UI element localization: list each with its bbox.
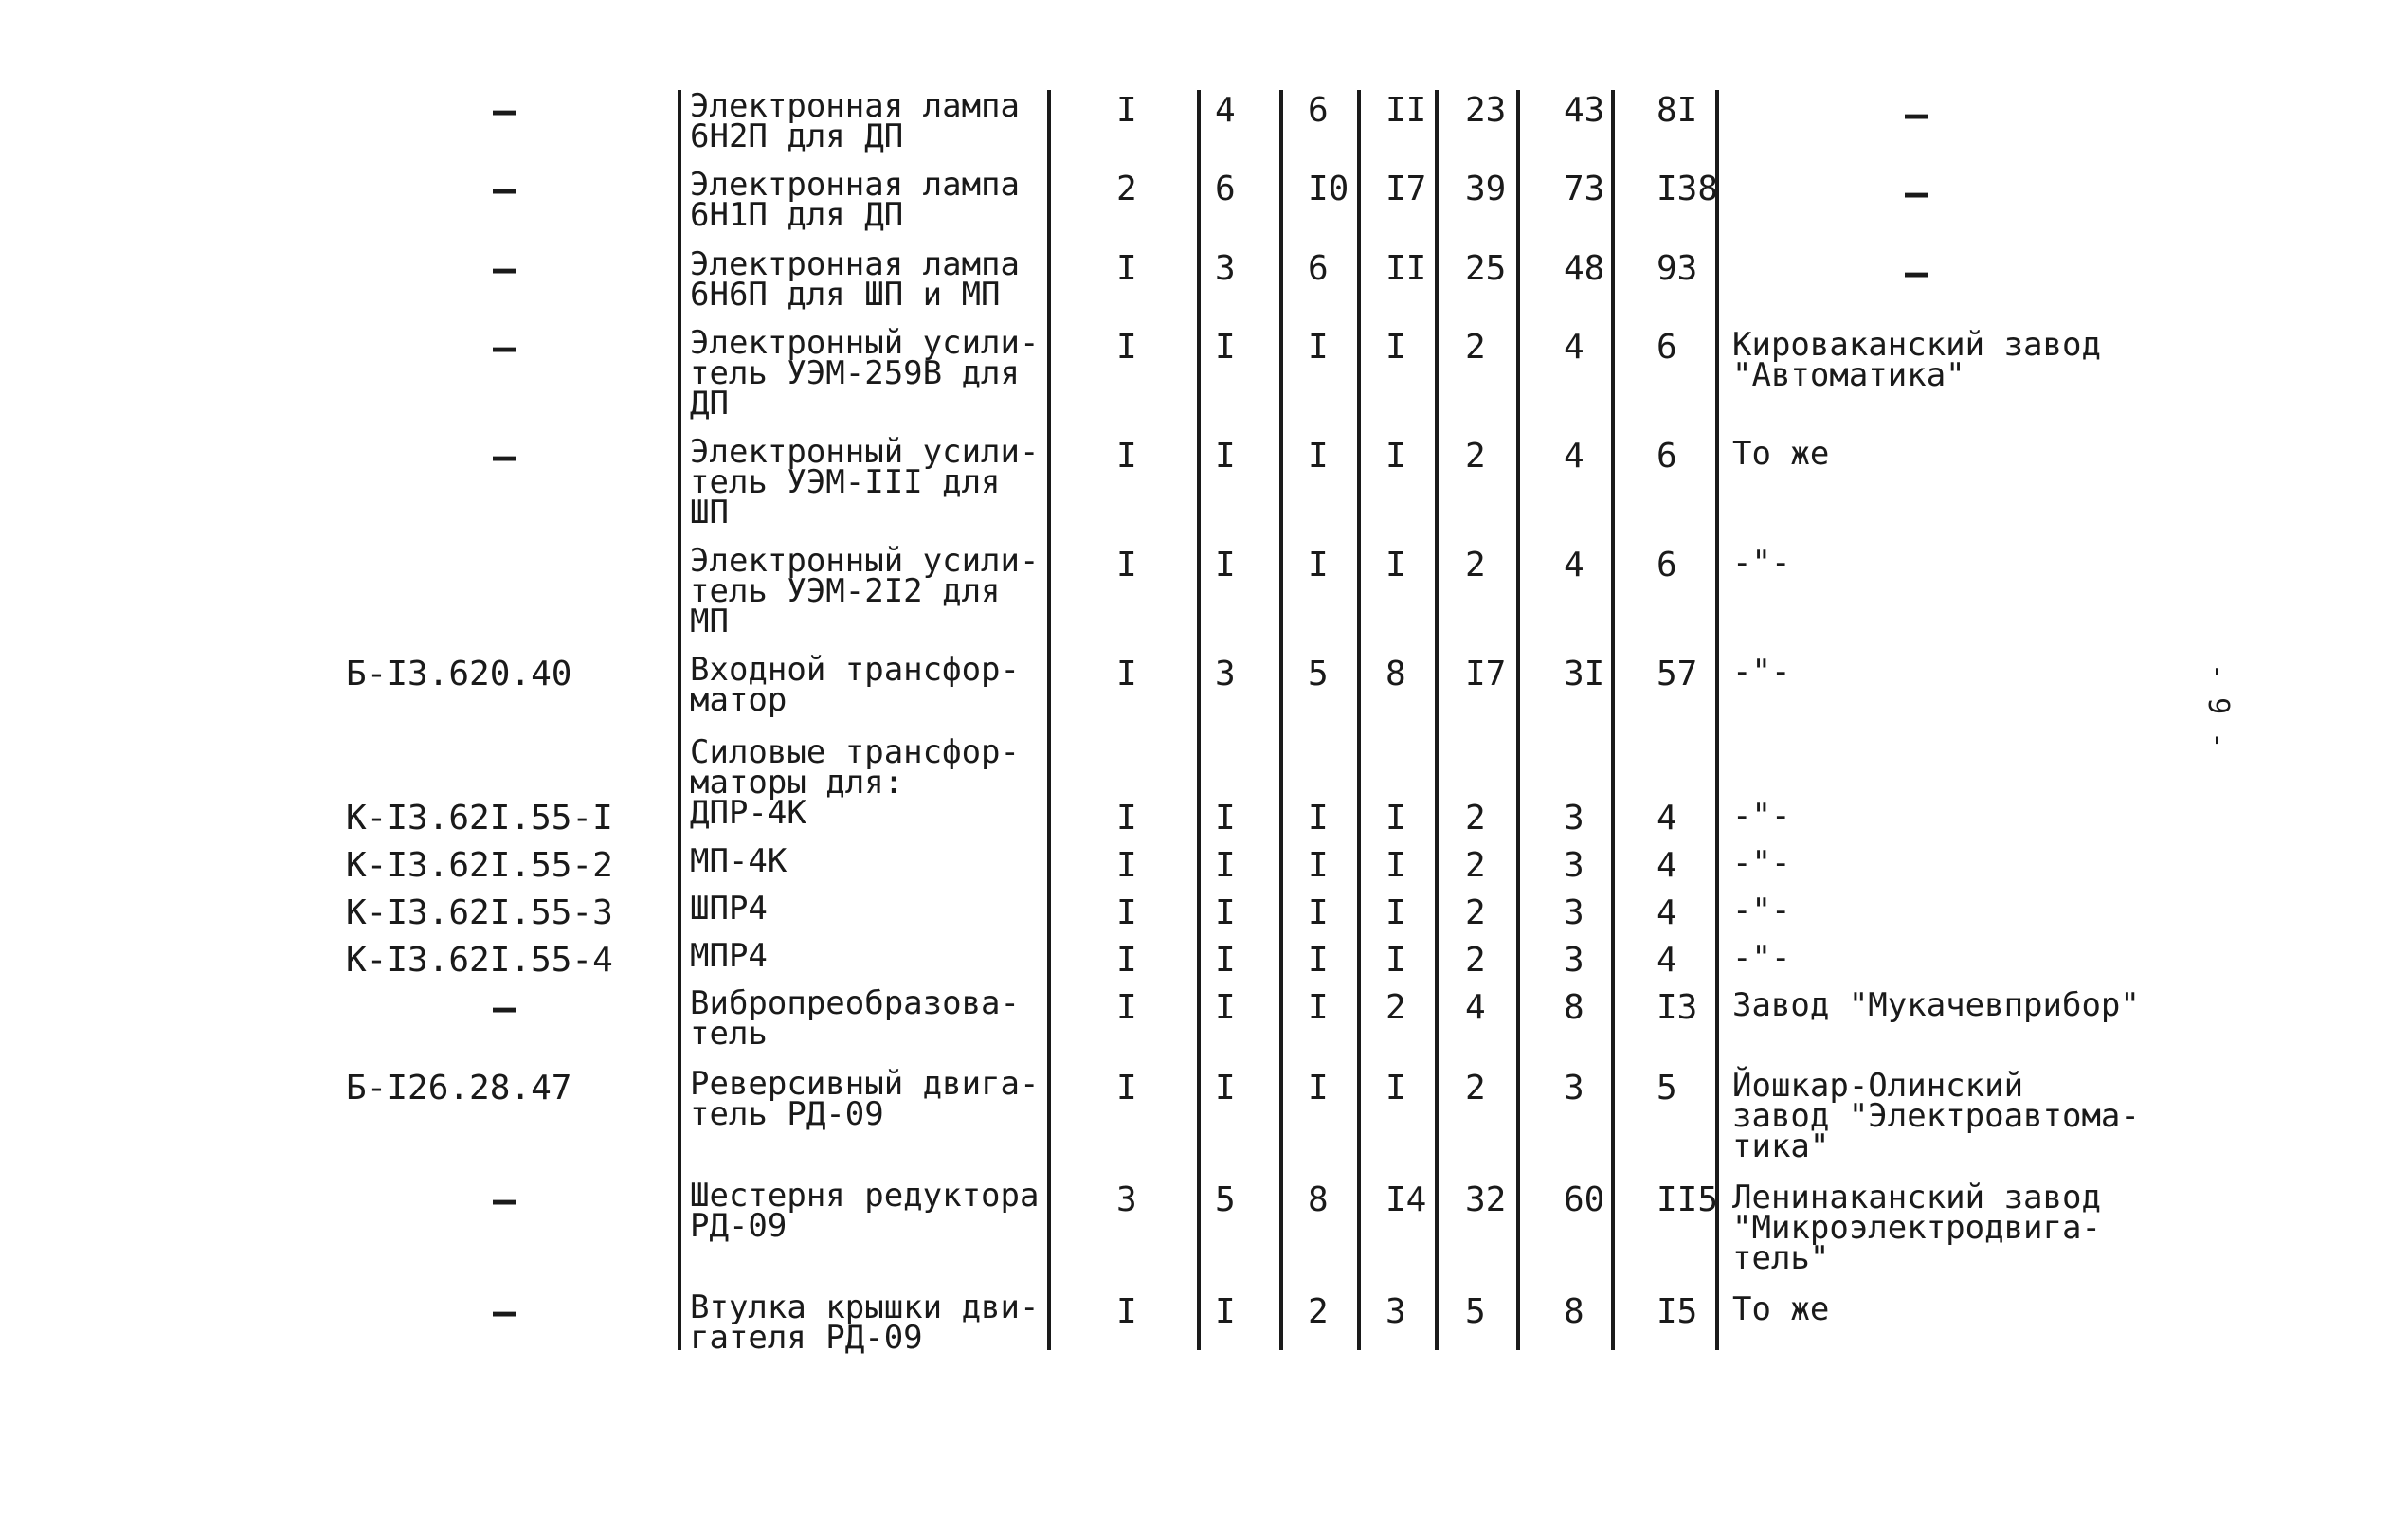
quantity-cell: I5	[1657, 1292, 1698, 1331]
quantity-cell: 2	[1465, 799, 1486, 838]
quantity-cell: I	[1385, 893, 1406, 932]
part-description: Реверсивный двига- тель РД-09	[690, 1065, 1040, 1133]
quantity-cell: 3	[1564, 1069, 1584, 1108]
column-rule-n1	[1197, 90, 1201, 1350]
quantity-cell: I	[1116, 846, 1137, 885]
quantity-cell: 5	[1308, 655, 1329, 693]
manufacturer: -"-	[1732, 797, 1791, 835]
quantity-cell: I	[1308, 893, 1329, 932]
quantity-cell: I3	[1657, 988, 1698, 1027]
part-code: –	[493, 1179, 516, 1222]
manufacturer: -"-	[1732, 653, 1791, 691]
quantity-cell: I4	[1385, 1180, 1427, 1219]
manufacturer: –	[1905, 251, 1928, 295]
quantity-cell: I	[1385, 546, 1406, 585]
quantity-cell: 4	[1215, 91, 1236, 130]
column-rule-maker	[1715, 90, 1719, 1350]
quantity-cell: 5	[1215, 1180, 1236, 1219]
quantity-cell: I	[1215, 1292, 1236, 1331]
column-rule-n6	[1611, 90, 1615, 1350]
part-code: –	[493, 435, 516, 478]
quantity-cell: I	[1308, 328, 1329, 367]
part-description: МПР4	[690, 937, 768, 975]
manufacturer: -"-	[1732, 892, 1791, 929]
column-rule-desc-left	[678, 90, 681, 1350]
quantity-cell: I	[1116, 941, 1137, 980]
column-rule-n3	[1357, 90, 1361, 1350]
quantity-cell: I	[1385, 328, 1406, 367]
manufacturer: -"-	[1732, 939, 1791, 977]
quantity-cell: I	[1385, 846, 1406, 885]
quantity-cell: II	[1385, 249, 1427, 288]
part-code: –	[493, 986, 516, 1030]
quantity-cell: 2	[1465, 546, 1486, 585]
column-rule-n5	[1516, 90, 1520, 1350]
quantity-cell: I	[1385, 437, 1406, 476]
quantity-cell: 43	[1564, 91, 1605, 130]
manufacturer: Ленинаканский завод "Микроэлектродвига- тель"	[1732, 1179, 2101, 1277]
manufacturer: То же	[1732, 435, 1830, 473]
quantity-cell: 6	[1657, 328, 1677, 367]
quantity-cell: I	[1116, 893, 1137, 932]
quantity-cell: 8I	[1657, 91, 1698, 130]
quantity-cell: I	[1385, 941, 1406, 980]
quantity-cell: I7	[1465, 655, 1507, 693]
quantity-cell: 39	[1465, 170, 1507, 208]
quantity-cell: II5	[1657, 1180, 1719, 1219]
quantity-cell: 32	[1465, 1180, 1507, 1219]
quantity-cell: 2	[1465, 893, 1486, 932]
quantity-cell: I	[1215, 799, 1236, 838]
quantity-cell: 4	[1564, 546, 1584, 585]
quantity-cell: 4	[1465, 988, 1486, 1027]
quantity-cell: I0	[1308, 170, 1349, 208]
manufacturer: –	[1905, 93, 1928, 136]
quantity-cell: I7	[1385, 170, 1427, 208]
quantity-cell: I	[1215, 328, 1236, 367]
quantity-cell: 4	[1657, 941, 1677, 980]
quantity-cell: I	[1116, 988, 1137, 1027]
quantity-cell: I	[1116, 546, 1137, 585]
quantity-cell: I	[1215, 941, 1236, 980]
part-code: Б-I26.28.47	[346, 1069, 572, 1108]
quantity-cell: 8	[1564, 1292, 1584, 1331]
part-description: Силовые трансфор- маторы для: ДПР-4К	[690, 733, 1020, 832]
part-description: Электронная лампа 6Н2П для ДП	[690, 87, 1020, 155]
quantity-cell: I	[1116, 91, 1137, 130]
page-number: - 9 -	[2201, 663, 2235, 749]
quantity-cell: I	[1215, 437, 1236, 476]
part-code: –	[493, 168, 516, 211]
quantity-cell: 5	[1657, 1069, 1677, 1108]
quantity-cell: 3	[1215, 249, 1236, 288]
quantity-cell: I	[1308, 941, 1329, 980]
part-description: Входной трансфор- матор	[690, 651, 1020, 719]
quantity-cell: II	[1385, 91, 1427, 130]
part-description: ШПР4	[690, 890, 768, 928]
quantity-cell: 3	[1385, 1292, 1406, 1331]
part-code: К-I3.62I.55-I	[346, 799, 613, 838]
quantity-cell: 3	[1564, 893, 1584, 932]
quantity-cell: 5	[1465, 1292, 1486, 1331]
part-code: К-I3.62I.55-4	[346, 941, 613, 980]
quantity-cell: 6	[1308, 91, 1329, 130]
part-description: Электронная лампа 6Н6П для ШП и МП	[690, 245, 1020, 314]
part-code: –	[493, 89, 516, 133]
quantity-cell: 6	[1657, 546, 1677, 585]
part-code: –	[493, 247, 516, 291]
quantity-cell: 6	[1308, 249, 1329, 288]
manufacturer: Завод "Мукачевприбор"	[1732, 986, 2140, 1024]
quantity-cell: I	[1116, 1069, 1137, 1108]
quantity-cell: 57	[1657, 655, 1698, 693]
quantity-cell: 2	[1308, 1292, 1329, 1331]
manufacturer: То же	[1732, 1290, 1830, 1328]
manufacturer: -"-	[1732, 844, 1791, 882]
quantity-cell: I	[1215, 1069, 1236, 1108]
quantity-cell: 3	[1564, 941, 1584, 980]
quantity-cell: I	[1215, 546, 1236, 585]
column-rule-n2	[1279, 90, 1283, 1350]
quantity-cell: 3	[1116, 1180, 1137, 1219]
quantity-cell: 4	[1657, 893, 1677, 932]
quantity-cell: 23	[1465, 91, 1507, 130]
quantity-cell: I	[1308, 1069, 1329, 1108]
quantity-cell: 6	[1657, 437, 1677, 476]
part-description: Электронный усили- тель УЭМ-259В для ДП	[690, 324, 1040, 423]
quantity-cell: I	[1308, 437, 1329, 476]
quantity-cell: I	[1116, 1292, 1137, 1331]
quantity-cell: 2	[1465, 846, 1486, 885]
quantity-cell: 6	[1215, 170, 1236, 208]
quantity-cell: I	[1215, 893, 1236, 932]
quantity-cell: 2	[1465, 328, 1486, 367]
quantity-cell: 4	[1657, 799, 1677, 838]
quantity-cell: 48	[1564, 249, 1605, 288]
part-code: –	[493, 326, 516, 369]
quantity-cell: I	[1116, 799, 1137, 838]
quantity-cell: 3I	[1564, 655, 1605, 693]
part-description: Шестерня редуктора РД-09	[690, 1177, 1040, 1245]
quantity-cell: 2	[1385, 988, 1406, 1027]
part-code: К-I3.62I.55-3	[346, 893, 613, 932]
column-rule-n4	[1435, 90, 1439, 1350]
quantity-cell: I	[1116, 249, 1137, 288]
part-description: Электронная лампа 6Н1П для ДП	[690, 166, 1020, 234]
quantity-cell: 60	[1564, 1180, 1605, 1219]
quantity-cell: 73	[1564, 170, 1605, 208]
quantity-cell: I	[1308, 988, 1329, 1027]
quantity-cell: I	[1308, 546, 1329, 585]
quantity-cell: 2	[1465, 437, 1486, 476]
quantity-cell: I	[1308, 846, 1329, 885]
quantity-cell: I	[1116, 328, 1137, 367]
quantity-cell: 4	[1657, 846, 1677, 885]
part-description: Втулка крышки дви- гателя РД-09	[690, 1288, 1040, 1357]
manufacturer: -"-	[1732, 544, 1791, 582]
manufacturer: Кироваканский завод "Автоматика"	[1732, 326, 2101, 394]
quantity-cell: 8	[1385, 655, 1406, 693]
quantity-cell: 4	[1564, 328, 1584, 367]
part-code: К-I3.62I.55-2	[346, 846, 613, 885]
manufacturer: Йошкар-Олинский завод "Электроавтома- тика"	[1732, 1067, 2140, 1165]
quantity-cell: I	[1385, 1069, 1406, 1108]
part-code: Б-I3.620.40	[346, 655, 572, 693]
quantity-cell: I	[1215, 846, 1236, 885]
part-description: Электронный усили- тель УЭМ-III для ШП	[690, 433, 1040, 531]
quantity-cell: 25	[1465, 249, 1507, 288]
quantity-cell: 3	[1564, 846, 1584, 885]
quantity-cell: I	[1116, 437, 1137, 476]
quantity-cell: 4	[1564, 437, 1584, 476]
quantity-cell: 2	[1116, 170, 1137, 208]
part-description: Электронный усили- тель УЭМ-2I2 для МП	[690, 542, 1040, 640]
quantity-cell: I	[1308, 799, 1329, 838]
quantity-cell: 93	[1657, 249, 1698, 288]
quantity-cell: I	[1215, 988, 1236, 1027]
part-code: –	[493, 1290, 516, 1334]
part-description: МП-4К	[690, 842, 788, 880]
quantity-cell: 8	[1308, 1180, 1329, 1219]
quantity-cell: 2	[1465, 941, 1486, 980]
part-description: Вибропреобразова- тель	[690, 984, 1020, 1053]
quantity-cell: 8	[1564, 988, 1584, 1027]
quantity-cell: 3	[1564, 799, 1584, 838]
quantity-cell: I	[1116, 655, 1137, 693]
manufacturer: –	[1905, 171, 1928, 215]
quantity-cell: I	[1385, 799, 1406, 838]
quantity-cell: I38	[1657, 170, 1719, 208]
quantity-cell: 2	[1465, 1069, 1486, 1108]
quantity-cell: 3	[1215, 655, 1236, 693]
